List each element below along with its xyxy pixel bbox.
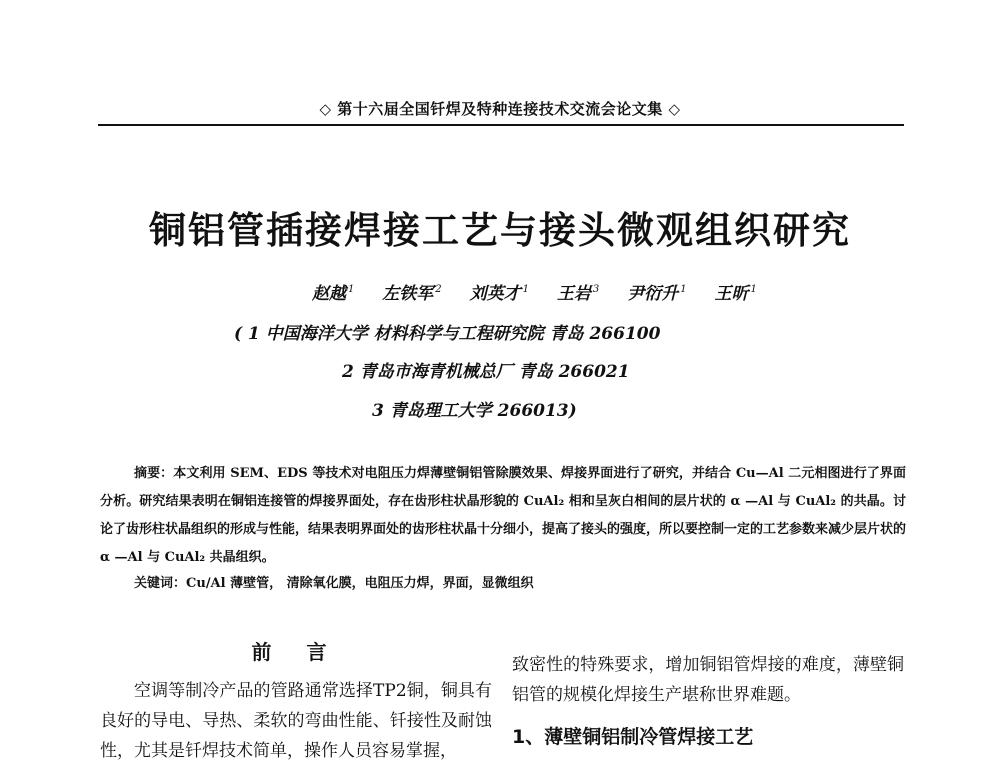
author-affiliation-mark: 1 bbox=[680, 284, 687, 296]
affiliation-3: 3 青岛理工大学 266013) bbox=[372, 401, 577, 421]
author-name: 刘英才 bbox=[469, 284, 521, 304]
affiliation-2: 2 青岛市海青机械总厂 青岛 266021 bbox=[342, 362, 630, 382]
author-affiliation-mark: 1 bbox=[750, 284, 757, 296]
author-name: 左铁军 bbox=[382, 284, 434, 304]
running-header: ◇ 第十六届全国钎焊及特种连接技术交流会论文集 ◇ bbox=[319, 100, 681, 118]
keywords bbox=[134, 572, 904, 591]
paper-title: 铜铝管插接焊接工艺与接头微观组织研究 bbox=[149, 209, 851, 252]
author-affiliation-mark: 2 bbox=[435, 284, 442, 296]
author bbox=[557, 279, 599, 304]
author bbox=[627, 279, 686, 304]
body-paragraph: 空调等制冷产品的管路通常选择TP2铜，铜具有良好的导电、导热、柔软的弯曲性能、钎接性及耐蚀性，尤其是钎焊技术简单，操作人员容易掌握， bbox=[100, 681, 492, 761]
author-name: 王昕 bbox=[714, 284, 749, 304]
author bbox=[382, 279, 441, 304]
body-paragraph: 致密性的特殊要求，增加铜铝管焊接的难度，薄壁铜铝管的规模化焊接生产堪称世界难题。 bbox=[512, 655, 904, 705]
header-rule bbox=[98, 124, 904, 126]
abstract-text: 本文利用 SEM、EDS 等技术对电阻压力焊薄壁铜铝管除膜效果、焊接界面进行了研究，并结合 Cu—Al 二元相图进行了界面分析。研究结果表明在铜铝连接管的焊接界面处，存在齿形柱状晶形貌的 CuAl₂ 相和呈灰白相间的层片状的 α —Al 与 CuAl₂ 的共晶。讨论了齿形柱状晶组织的形成与性能，结果表明界面处的齿形柱状晶十分细小，提高了接头的强度，所以要控制一定的工艺参数来减少层片状的 α —Al 与 CuAl₂ 共晶组织。 bbox=[100, 466, 907, 565]
section-heading-preface: 前 言 bbox=[251, 640, 341, 664]
affiliation-1: ( 1 中国海洋大学 材料科学与工程研究院 青岛 266100 bbox=[234, 324, 661, 344]
author bbox=[714, 279, 756, 304]
author-name: 尹衍升 bbox=[627, 284, 679, 304]
abstract-label: 摘要： bbox=[134, 466, 174, 481]
author-name: 王岩 bbox=[556, 284, 591, 304]
author-affiliation-mark: 1 bbox=[348, 284, 355, 296]
author-affiliation-mark: 3 bbox=[592, 284, 600, 296]
author-affiliation-mark: 1 bbox=[522, 284, 529, 296]
keywords-text: Cu/Al 薄壁管， 清除氧化膜，电阻压力焊，界面，显微组织 bbox=[186, 576, 534, 591]
author bbox=[470, 279, 529, 304]
keywords-label: 关键词： bbox=[134, 576, 187, 591]
section-heading-1: 1、薄壁铜铝制冷管焊接工艺 bbox=[512, 726, 754, 748]
author bbox=[312, 279, 354, 304]
abstract bbox=[100, 460, 906, 572]
left-column bbox=[100, 676, 492, 766]
author-name: 赵越 bbox=[312, 284, 346, 304]
right-column bbox=[512, 650, 904, 710]
author-list bbox=[312, 279, 852, 304]
